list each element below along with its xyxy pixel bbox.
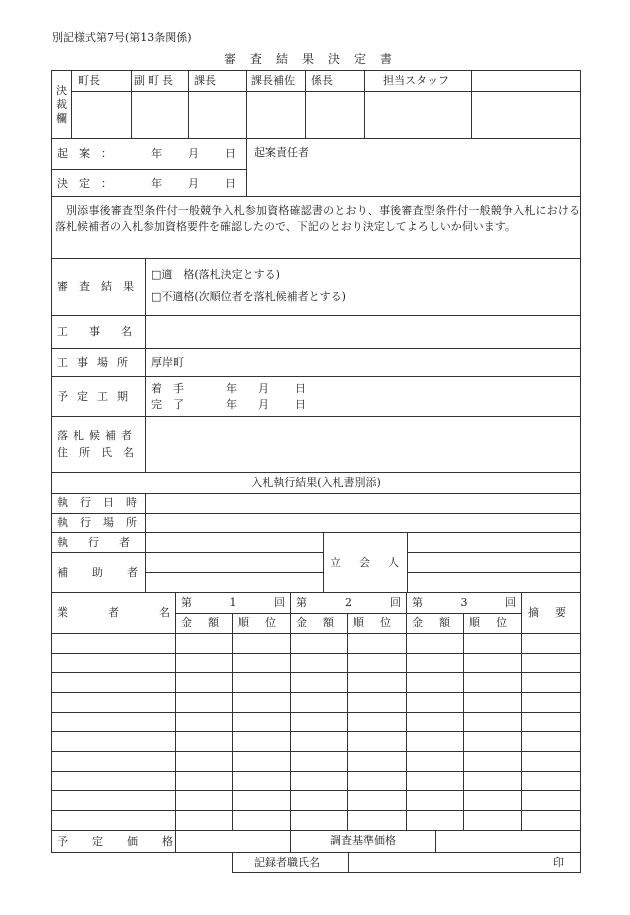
approval-column-header: 担当スタッフ [383,74,449,87]
execution-place-label: 執行場所 [57,516,149,529]
review-result-label: 審査結果 [57,280,145,293]
approval-column-header: 町長 [78,74,100,87]
assistant-label: 補助者 [57,566,162,579]
decision-statement: 別添事後審査型条件付一般競争入札参加資格確認書のとおり、事後審査型条件付一般競争入札における落札候補者の入札参加資格要件を確認したので、下記のとおり決定してよろしいか伺います。 [55,204,580,233]
witness-label: 立会人 [330,556,417,569]
document-title: 審査結果決定書 [223,52,406,66]
round-2-amount-header: 金額 [296,616,350,629]
project-start-year: 年 [226,382,237,395]
round-3-amount-header: 金額 [412,616,466,629]
planned-price-label: 予定価格 [57,835,197,848]
round-3-header: 第 3 回 [412,596,516,609]
round-1-amount-header: 金額 [181,616,235,629]
recorder-label: 記録者職氏名 [254,856,320,869]
project-name-label: 工事名 [57,325,153,338]
draft-date-label: 起 案 ： [57,147,112,160]
execution-date-label: 執行日時 [57,496,149,509]
review-option-pass[interactable]: □適 格(落札決定とする) [151,268,280,281]
project-period-label: 予定工期 [57,390,137,403]
round-2-header: 第 2 回 [296,596,401,609]
decision-day-label: 日 [225,177,236,190]
approval-column-header: 係長 [311,74,333,87]
bidder-label-line1: 落札候補者 [57,429,137,442]
project-start-day: 日 [295,382,306,395]
approval-column-header: 課長補佐 [251,74,295,87]
project-end-label: 完 了 [151,398,184,411]
project-start-month: 月 [258,382,269,395]
survey-price-label: 調査基準価格 [330,834,396,847]
project-end-month: 月 [258,398,269,411]
approval-section-label: 決裁欄 [56,84,67,125]
round-2-rank-header: 順位 [353,616,407,629]
project-location-value: 厚岸町 [151,356,184,369]
execution-section-title: 入札執行結果(入札書別添) [251,476,381,489]
draft-day-label: 日 [225,147,236,160]
decision-date-label: 決 定 ： [57,177,112,190]
round-3-rank-header: 順位 [469,616,523,629]
project-location-label: 工事場所 [57,356,137,369]
decision-year-label: 年 [151,177,162,190]
project-end-day: 日 [295,398,306,411]
approval-column-header: 副町長 [134,74,176,87]
seal-mark: 印 [553,856,564,869]
review-option-fail[interactable]: □不適格(次順位者を落札候補者とする) [151,290,346,303]
remarks-header: 摘要 [528,606,582,619]
draft-year-label: 年 [151,147,162,160]
executor-label: 執行者 [57,536,150,549]
approval-column-header: 課長 [194,74,216,87]
decision-month-label: 月 [188,177,199,190]
form-reference-number: 別記様式第7号(第13条関係) [52,31,192,44]
project-start-label: 着 手 [151,382,184,395]
round-1-header: 第 1 回 [181,596,285,609]
round-1-rank-header: 順位 [238,616,292,629]
draft-responsible-label: 起案責任者 [254,146,309,159]
bidder-label-line2: 住所氏名 [57,446,145,459]
draft-month-label: 月 [188,147,199,160]
vendor-name-header: 業者名 [57,606,210,619]
project-end-year: 年 [226,398,237,411]
